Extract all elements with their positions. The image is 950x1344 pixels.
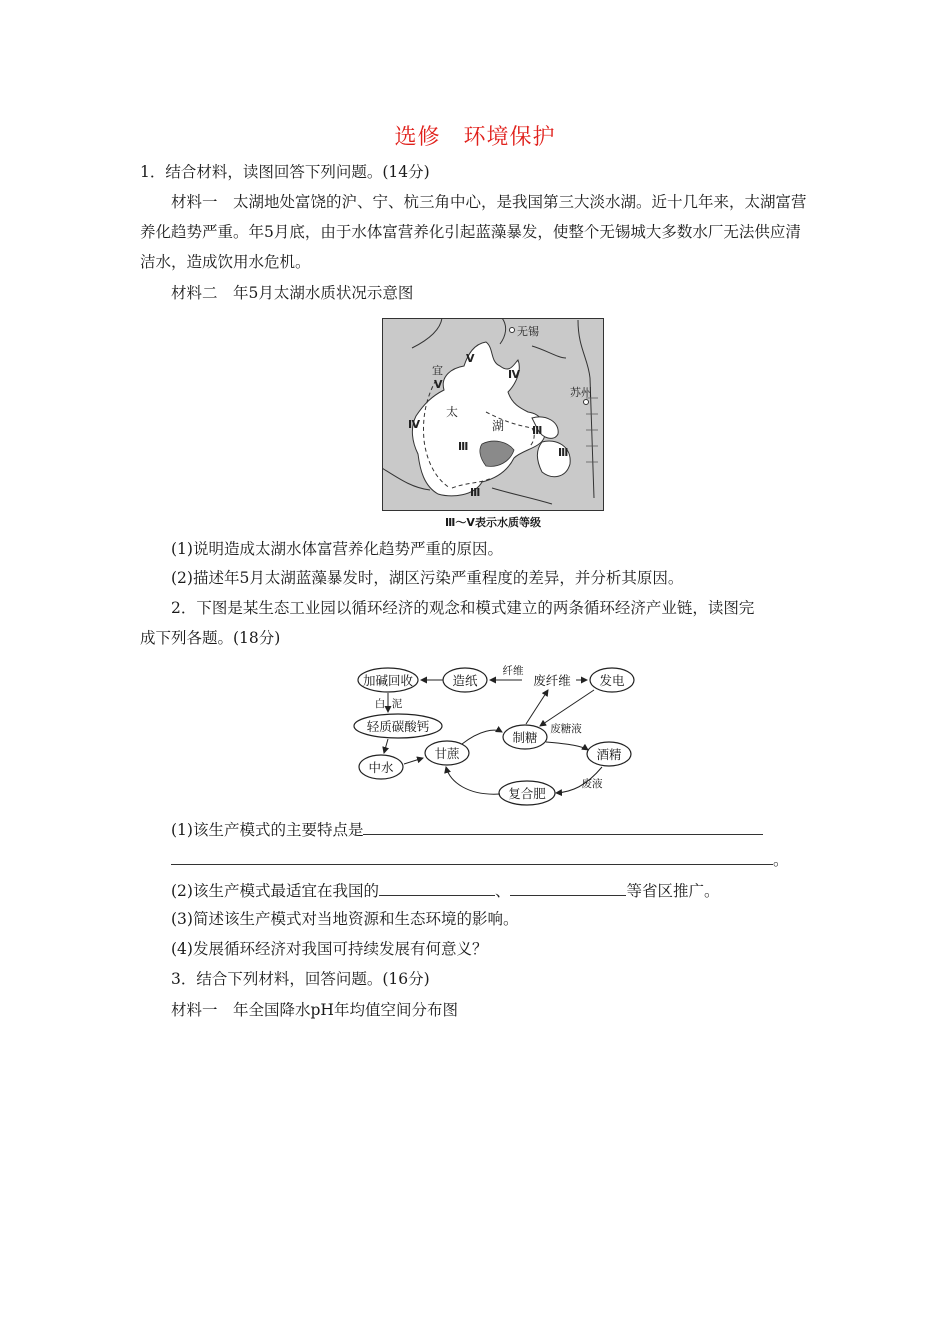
node-zhongshui: 中水	[368, 760, 394, 775]
q2-sub2	[171, 879, 720, 901]
circular-economy-diagram	[350, 662, 640, 806]
q2-sub1-answer-blank[interactable]	[363, 818, 763, 835]
grade-iii-bottom: Ⅲ	[470, 486, 481, 499]
q2-sub4: (4)发展循环经济对我国可持续发展有何意义？	[171, 940, 488, 958]
q2-sub2-blank-2[interactable]	[510, 879, 626, 896]
node-zaozhi: 造纸	[452, 673, 478, 688]
node-zhitang: 制糖	[512, 730, 538, 745]
grade-v-top: Ⅴ	[466, 352, 475, 365]
label-ni: 泥	[391, 698, 403, 710]
node-qingzhi: 轻质碳酸钙	[366, 719, 430, 734]
q2-stem-line2: 成下列各题。(18分)	[140, 629, 281, 647]
grade-iv-left: Ⅳ	[408, 418, 421, 431]
wuxi-marker	[510, 328, 515, 333]
q2-sub1	[171, 818, 763, 840]
grade-iv-top: Ⅳ	[508, 368, 521, 381]
q1-material1: 材料一 太湖地处富饶的沪、宁、杭三角中心，是我国第三大淡水湖。近十几年来，太湖富营养化趋势严重。年5月底，由于水体富营养化引起蓝藻暴发，使整个无锡城大多数水厂无法供应清洁水，造成饮用水危机。	[140, 193, 807, 271]
q2-sub3: (3)简述该生产模式对当地资源和生态环境的影响。	[171, 910, 519, 928]
node-feixianwei: 废纤维	[533, 673, 571, 688]
q1-sub1: (1)说明造成太湖水体富营养化趋势严重的原因。	[171, 540, 503, 558]
suzhou-marker	[584, 400, 589, 405]
grade-iii-mid: Ⅲ	[458, 440, 469, 453]
map-caption: Ⅲ～Ⅴ表示水质等级	[445, 516, 541, 529]
q2-sub2-sep: 、	[494, 882, 511, 900]
q1-material2: 材料二 年5月太湖水质状况示意图	[171, 284, 414, 302]
node-ganzhe: 甘蔗	[434, 746, 460, 761]
grade-v-left: Ⅴ	[434, 378, 443, 391]
q3-material1: 材料一 年全国降水pH年均值空间分布图	[171, 1001, 458, 1019]
q2-sub1-answer-blank-2[interactable]	[171, 848, 773, 865]
q1-sub2: (2)描述年5月太湖蓝藻暴发时，湖区污染严重程度的差异，并分析其原因。	[171, 569, 684, 587]
grade-iii-east1: Ⅲ	[532, 424, 543, 437]
label-bai: 白	[374, 698, 386, 710]
q1-stem: 1．结合材料，读图回答下列问题。(14分)	[140, 163, 430, 181]
q2-sub1-end: 。	[773, 851, 789, 869]
map-city-wuxi: 无锡	[517, 325, 539, 338]
node-fadian: 发电	[599, 673, 625, 688]
map-lake-char2: 湖	[492, 419, 505, 433]
q2-stem-line1: 2．下图是某生态工业园以循环经济的观念和模式建立的两条循环经济产业链，读图完	[171, 599, 755, 617]
grade-iii-east2: Ⅲ	[558, 446, 569, 459]
node-jiajian: 加碱回收	[362, 673, 414, 688]
map-lake-char1: 太	[446, 405, 459, 419]
q2-sub2-text-b: 等省区推广。	[626, 882, 720, 900]
page-title: 选修 环境保护	[394, 125, 556, 150]
label-feiye: 废液	[581, 778, 603, 790]
map-city-suzhou: 苏州	[570, 386, 592, 399]
q2-sub1-continued	[171, 848, 789, 870]
node-jiujing: 酒精	[596, 747, 622, 762]
q2-sub1-text: (1)该生产模式的主要特点是	[171, 821, 364, 839]
node-fuhefei: 复合肥	[508, 786, 546, 801]
q2-sub2-blank-1[interactable]	[379, 879, 495, 896]
label-feitangye: 废糖液	[550, 723, 582, 735]
map-side-label: 宜	[432, 364, 443, 377]
label-xianwei: 纤维	[502, 665, 524, 677]
taihu-water-quality-map	[382, 318, 604, 511]
q2-sub2-text-a: (2)该生产模式最适宜在我国的	[171, 882, 379, 900]
q3-stem: 3．结合下列材料，回答问题。(16分)	[171, 970, 430, 988]
